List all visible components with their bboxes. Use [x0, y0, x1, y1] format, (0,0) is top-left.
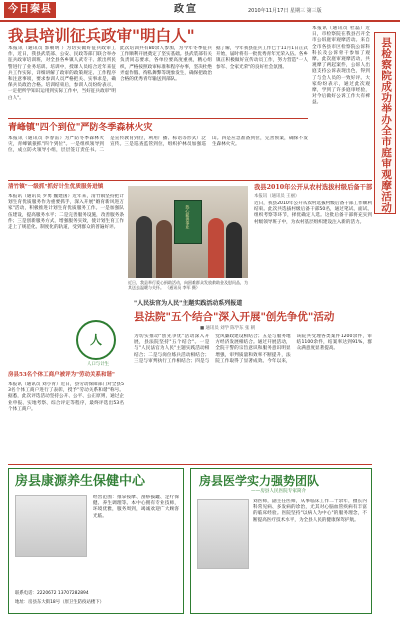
donation-sign [174, 200, 202, 244]
ad2-title: 房县医学实力强势团队 [199, 474, 320, 488]
article1-body-col2: 此次培训共有80余人参加，为今年冬季征兵工作顺利开展奠定了坚实基础。县武装部有关负责同志要求，各单位要高度重视，精心组织，严格按照政审标准和程序办事，坚决杜绝弄虚作假、徇私舞弊等现象发生，确保把政治合格的优秀青年输送到部队。 [120, 46, 212, 82]
ad2-body: 刘医师，副主任医师，从事临床工作二十余年，擅长内科常见病、多发病的诊治，尤其对心脑血管疾病有丰富的临床经验。医院坚持"以病人为中心"的服务理念，不断提高医疗技术水平，为全县人民的健康保驾护航。 [253, 499, 367, 523]
article2-body: 本报讯（通讯员 李春雷）为严防冬季森林火灾，青峰镇狠抓"四个到位"。一是组织领导到位，成立防火领导小组，层层签订责任书。二是宣传教育到位，利用广播、标语等形式广泛宣传。三是巡查监管到位，组织护林员加强巡山。四是应急准备到位，完善预案，确保不发生森林火灾。 [8, 136, 308, 154]
article4-body: 本报讯（通讯员 刘小青）近日，县劳动保障部门对全县53名个体工商户进行了表彰，授予"劳动关系和谐"称号。据悉，此次评选活动坚持公开、公平、公正原则，通过企业申报、实地考察、综合评定等程序，最终评选出53名个体工商户。 [8, 382, 124, 412]
person-figure [208, 218, 224, 278]
divider [8, 118, 308, 119]
vertical-banner [374, 32, 396, 214]
article6-headline: 我县2010年公开从农村选拔村级后备干部 [254, 184, 373, 191]
article5-body: 本报讯（通讯员 杜磊）近日，市检察院在我县召开全市公诉庭审观摩活动。来自全市各县市区检察院公诉科科长及公诉骨干参加了观摩。此次庭审观摩活动，共观摩了两起案件，公诉人出庭支持公诉表现出色，得到了与会人员的一致好评。大家纷纷表示，通过此次观摩，学到了许多庭审经验，对今后做好公诉工作大有裨益。 [312, 26, 370, 106]
article2-headline: 青峰镇"四个到位"严防冬季森林火灾 [8, 123, 153, 133]
divider [8, 180, 372, 181]
article1-body-col3: 据了解，今年我县征兵工作已于11月1日正式开始，届时将有一批优秀青年光荣入伍。各乡镇正积极做好宣传动员工作，努力营造"一人参军、全家光荣"的良好社会氛围。 [216, 46, 308, 70]
article6-byline: 本报讯（通讯员 王丽） [254, 194, 300, 199]
person-figure [156, 220, 172, 278]
article4-headline: 房县53名个体工商户被评为"劳动关系和谐" [8, 372, 115, 378]
ad1-address: 地址：房县东大街18号（原卫生防疫站楼下） [15, 600, 105, 605]
logo-label: 人口与计生 [87, 362, 109, 367]
article1-headline: 我县培训征兵政审"明白人" [8, 26, 195, 45]
page-header [0, 0, 400, 22]
doctor-photo [197, 499, 249, 569]
vertical-banner-text: 县检察院成功举办全市庭审观摩活动 [380, 37, 393, 213]
newspaper-logo: 今日秦县 [4, 2, 56, 18]
article6-body: 近日，我县2010年公开从农村选拔村级后备干部工作顺利结束。此次共选拔村级后备干部50名，通过笔试、面试、组织考察等环节，择优确定人选。这批后备干部将充实到村级领导班子中，为农村基层组织建设注入新的活力。 [254, 201, 372, 225]
population-logo-icon [76, 320, 116, 360]
ad1-body: 经营范围：推拿按摩、刮痧拔罐、足疗保健、养生调理等。本中心拥有专业技师，环境优雅，服务周到，竭诚欢迎广大顾客光临。 [93, 495, 179, 519]
article3-headline: 清竹镇"一级抓"抓好计生优质服务进镇 [8, 184, 104, 190]
ad-health-center [8, 468, 184, 614]
section-title: 政宣 [174, 4, 198, 15]
article3-body: 本报讯（通讯员 罗勇 魏建国）近年来，清竹镇坚持把计划生育优质服务作为重要抓手，深入开展"婚育新风进万家"活动，积极推进计划生育优质服务工作。一是加强队伍建设，提高服务水平；二是完善服务设施，改善服务条件；三是创新服务方式，增强服务实效，使计划生育工作走上了规范化、制度化的轨道，受到群众的普遍好评。 [8, 194, 124, 230]
dateline: 2010年11月17日 星期三 第三版 [248, 8, 322, 14]
ad1-phone: 联系电话：2220672 13707282894 [15, 591, 89, 596]
ad2-subtitle: ——房县人民医院专家简介 [251, 489, 307, 494]
divider [8, 464, 372, 465]
article7-body: 为切实推动"创先争优"活动深入开展，县法院坚持"五个结合"。一是与"人民法官为人民"主题实践活动相结合；二是与岗位练兵活动相结合；三是与审判执行工作相结合；四是与党风廉政建设相结合；五是与服务地方经济发展相结合。通过开展活动，全院干警的宗旨意识和服务意识明显增强，审判质量和效率不断提升，法院工作取得了显著成效。今年以来，该院共受理各类案件1200余件，审结1100余件，结案率达到91%，群众满意度显著提高。 [134, 334, 372, 364]
ad1-photo [15, 495, 87, 557]
article1-body-col1: 本报讯（通讯员 郭朝明 ）为切实做好征兵政审工作，近日，我县武装部、公安、民政等部门联合举办征兵政审培训班，对全县各乡镇人武专干、派出所民警进行了业务培训。培训中，授课人员结合近年来征兵工作实际，详细讲解了政审的政策规定、工作程序和注意事项，要求参训人员严格把关、实事求是，确保兵员政治合格。培训结束后，参训人员纷纷表示，一定把所学知识运用到实际工作中，当好征兵政审"明白人"。 [8, 46, 116, 101]
person-figure [226, 222, 242, 278]
ad1-title: 房县康源养生保健中心 [15, 474, 146, 489]
photo-caption: 近日，我县举行爱心捐助活动，向困难群众发放救助金及慰问品，为其送去温暖与关怀。 （通讯员 李军 摄） [128, 280, 248, 291]
person-figure [136, 216, 152, 278]
ad-hospital [190, 468, 372, 614]
article7-byline: ■ 通讯员 刘学 陈学东 张 朝 [200, 326, 256, 331]
logo-glyph: 人 [89, 332, 102, 347]
article7-headline: 县法院"五个结合"深入开展"创先争优"活动 [134, 311, 335, 323]
news-photo [128, 186, 248, 278]
sign-text: 热心慈善事业 [185, 205, 191, 229]
article7-kicker: "人民法官为人民"主题实践活动系列报道 [134, 300, 243, 307]
